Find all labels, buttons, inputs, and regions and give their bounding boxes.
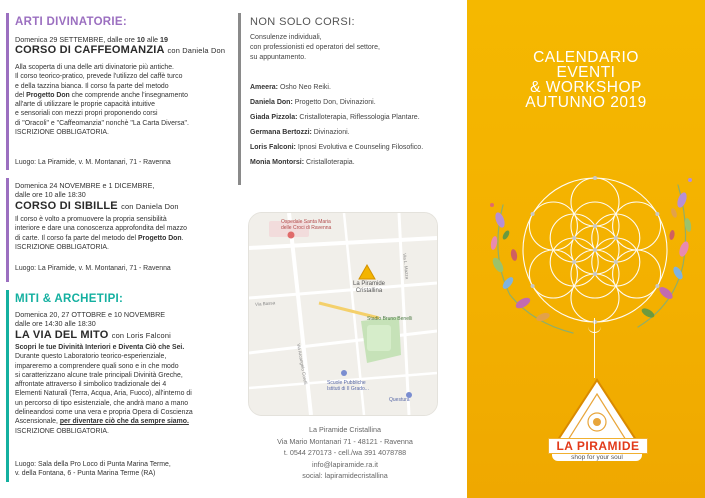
- person-specialty: Divinazioni.: [311, 129, 350, 136]
- time-end: 19: [160, 35, 169, 44]
- date-line: Domenica 24 NOVEMBRE e 1 DICEMBRE,: [15, 181, 155, 190]
- desc-line: Alla scoperta di una delle arti divinatorie più antiche.: [15, 64, 174, 71]
- person-specialty: Ipnosi Evolutiva e Counseling Filosofico.: [295, 144, 424, 151]
- intro-line: Consulenze individuali,: [250, 34, 322, 41]
- desc-line: Elementi Naturali (Terra, Acqua, Aria, Fuoco), all'interno di: [15, 390, 192, 398]
- time-start: 10: [136, 35, 145, 44]
- date-prefix: Domenica 29 SETTEMBRE,: [15, 35, 106, 44]
- course-title-text: CORSO DI CAFFEOMANZIA: [15, 44, 165, 56]
- map-label-pin: [349, 281, 389, 294]
- location-line: Luogo: Sala della Pro Loco di Punta Marina Terme,: [15, 461, 171, 468]
- person-entry: [250, 83, 423, 92]
- map[interactable]: [248, 212, 438, 416]
- course-description: [15, 343, 240, 436]
- section-title-nonsolo: NON SOLO CORSI:: [250, 16, 356, 28]
- address-phone[interactable]: t. 0544 270173 - cell./wa 391 4078788: [283, 448, 407, 457]
- map-label-street-a: Via Bassa: [254, 300, 276, 307]
- map-label-line: Istituti di II Grado...: [327, 385, 369, 392]
- address-block: [240, 424, 450, 482]
- map-label-line: delle Croci di Ravenna: [281, 224, 332, 231]
- person-name: Ameera:: [250, 84, 279, 91]
- desc-line: Il corso è volto a promuovere la propria sensibilità: [15, 216, 167, 223]
- section-bar-nonsolo: [238, 13, 241, 185]
- desc-line: e sensoriali con mezzi propri proponendo corsi: [15, 110, 158, 118]
- desc-lines: [15, 352, 240, 417]
- map-label-line: Ospedale Santa Maria: [281, 219, 331, 225]
- cover-title-line: AUTUNNO 2019: [525, 94, 647, 111]
- map-label-hospital: [281, 220, 331, 231]
- course-teacher: con Loris Falconi: [111, 331, 171, 340]
- course-description: [15, 215, 227, 252]
- course-teacher: con Daniela Don: [121, 202, 179, 211]
- person-entry: [250, 128, 423, 137]
- intro-line: con professionisti ed operatori del settore,: [250, 44, 380, 51]
- section-bar-miti: [6, 290, 9, 482]
- date-line: dalle ore 10 alle 18:30: [15, 190, 86, 199]
- person-entry: [250, 98, 423, 107]
- desc-bold-underline: per diventare ciò che da sempre siamo.: [59, 418, 189, 426]
- address-email[interactable]: info@lapiramide.ra.it: [311, 459, 379, 469]
- person-name: Giada Pizzola:: [250, 114, 298, 121]
- course-title: [15, 44, 225, 56]
- desc-text: che comprende anche l'insegnamento: [69, 91, 188, 99]
- desc-line: [15, 417, 240, 426]
- map-label-line: Scuole Pubbliche: [327, 380, 366, 386]
- desc-line: un percorso di tipo esistenziale, che andrà mano a mano: [15, 399, 189, 407]
- event-location: Luogo: La Piramide, v. M. Montanari, 71 - Ravenna: [15, 159, 171, 166]
- floral-wreath: [478, 165, 700, 340]
- map-label-school: [327, 381, 369, 392]
- desc-line: interiore e dare una conoscenza approfondita del mazzo: [15, 225, 187, 233]
- person-name: Monia Montorsi:: [250, 159, 305, 166]
- desc-text: .: [181, 234, 184, 242]
- map-label-questura: Questura: [389, 397, 410, 403]
- location-line: v. della Fontana, 6 - Punta Marina Terme (RA): [15, 470, 156, 477]
- section-bar-sibille: [6, 178, 9, 282]
- map-label-street-b: Via Arcangelo Corelli: [296, 343, 309, 385]
- course-description: [15, 63, 227, 137]
- section-title-arti: ARTI DIVINATORIE:: [15, 16, 128, 28]
- person-specialty: Progetto Don, Divinazioni.: [292, 99, 376, 106]
- section-title-miti: MITI & ARCHETIPI:: [15, 293, 124, 305]
- iscrizione: ISCRIZIONE OBBLIGATORIA.: [15, 427, 109, 435]
- people-list: [250, 83, 423, 173]
- map-label-line: La Piramide: [352, 281, 385, 287]
- logo[interactable]: [552, 378, 642, 478]
- iscrizione: ISCRIZIONE OBBLIGATORIA.: [15, 243, 109, 251]
- person-name: Loris Falconi:: [250, 144, 296, 151]
- cover-title: [467, 50, 705, 110]
- desc-bold: Progetto Don: [26, 91, 70, 99]
- event-date: [15, 181, 154, 199]
- course-title: [15, 329, 171, 341]
- iscrizione: ISCRIZIONE OBBLIGATORIA.: [15, 129, 109, 137]
- desc-line: impareremo a comprendere quali sono e in che modo: [15, 362, 179, 370]
- desc-line: all'arte di utilizzare le proprie capacità intuitive: [15, 101, 155, 109]
- course-title: [15, 200, 179, 212]
- desc-line: delineandosi come una vera e propria Opera di Coscienza: [15, 409, 193, 417]
- person-specialty: Osho Neo Reiki.: [278, 84, 331, 91]
- cover-title-line: & WORKSHOP: [530, 79, 642, 96]
- desc-line: Durante questo Laboratorio teorico-esperienziale,: [15, 353, 167, 361]
- course-teacher: con Daniela Don: [167, 46, 226, 55]
- map-label-line: Cristallina: [355, 287, 383, 294]
- desc-text: del: [15, 91, 27, 99]
- desc-line: si caratterizzano alcune trale principali Divinità Greche,: [15, 371, 183, 379]
- desc-line: Il corso teorico-pratico, prevede l'utilizzo del caffè turco: [15, 73, 183, 81]
- hospital-pin[interactable]: [288, 232, 295, 239]
- desc-lead: Scopri le tue Divinità Interiori e Diventa Ciò che Sei.: [15, 344, 185, 351]
- address-social[interactable]: social: lapiramidecristallina: [302, 471, 388, 480]
- date-line: Domenica 20, 27 OTTOBRE e 10 NOVEMBRE: [15, 310, 166, 319]
- person-entry: [250, 158, 423, 167]
- logo-name: LA PIRAMIDE: [548, 438, 648, 454]
- section-bar-arti: [6, 13, 9, 170]
- intro-line: su appuntamento.: [250, 54, 307, 61]
- map-label-stadio: Stadio Bruno Benelli: [367, 316, 413, 322]
- map-label-street-c: Via L. Mazza: [402, 253, 410, 280]
- person-specialty: Cristalloterapia, Riflessologia Plantare.: [297, 114, 420, 121]
- person-entry: [250, 143, 423, 152]
- date-suffix: dalle ore: [105, 35, 137, 44]
- desc-text: di carte. Il corso fa parte del metodo del: [15, 234, 138, 242]
- desc-line: [15, 91, 227, 100]
- course-title-text: LA VIA DEL MITO: [15, 329, 109, 341]
- date-line: dalle ore 14:30 alle 18:30: [15, 319, 96, 328]
- course-title-text: CORSO DI SIBILLE: [15, 200, 118, 212]
- cover-title-line: EVENTI: [556, 64, 616, 81]
- event-date: [15, 310, 165, 328]
- logo-tagline: shop for your soul: [552, 454, 642, 461]
- time-join: alle: [144, 35, 161, 44]
- desc-line: di "Oracoli" e "Caffeomanzia" nonchè "La Carta Diversa".: [15, 119, 189, 127]
- address-name: La Piramide Cristallina: [309, 425, 381, 434]
- person-specialty: Cristalloterapia.: [304, 159, 355, 166]
- person-name: Germana Bertozzi:: [250, 129, 312, 136]
- school-pin[interactable]: [341, 370, 347, 376]
- desc-line: e della tazzina bianca. Il corso fa parte del metodo: [15, 82, 169, 90]
- desc-line: affrontate attraverso il simbolico tradizionale dei 4: [15, 381, 167, 389]
- event-location: [15, 460, 171, 478]
- address-street: Via Mario Montanari 71 - 48121 - Ravenna: [277, 436, 413, 446]
- cover-title-line: CALENDARIO: [533, 49, 639, 66]
- person-name: Daniela Don:: [250, 99, 293, 106]
- desc-bold: Progetto Don: [137, 234, 182, 242]
- nonsolo-intro: [250, 33, 380, 63]
- desc-line: [15, 234, 227, 243]
- event-location: Luogo: La Piramide, v. M. Montanari, 71 - Ravenna: [15, 265, 171, 272]
- person-entry: [250, 113, 423, 122]
- event-date: [15, 35, 168, 44]
- desc-text: Ascensionale,: [15, 418, 60, 426]
